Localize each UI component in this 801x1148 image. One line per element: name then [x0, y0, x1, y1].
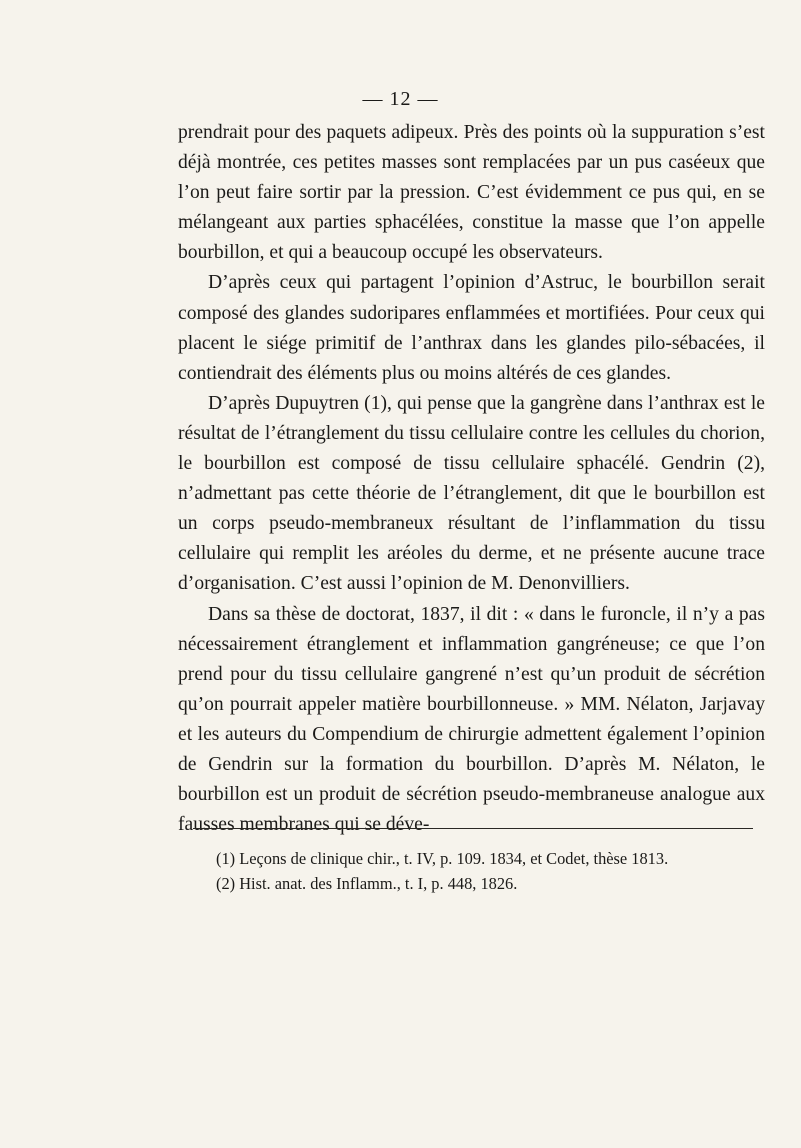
paragraph-thesis-nelaton: Dans sa thèse de doctorat, 1837, il dit : « dans le furoncle, il n’y a pas nécessairement étranglement et inflammation gangréneuse; ce que l’on prend pour du tissu cellulaire gangrené n’est qu’un produit de sécrétion qu’on pourrait appeler matière bourbillonneuse. » MM. Nélaton, Jarjavay et les auteurs du Compendium de chirurgie admettent également l’opinion de Gendrin sur la formation du bourbillon. D’après M. Nélaton, le bourbillon est un produit de sécrétion pseudo-membraneuse analogue aux fausses membranes qui se déve- — [178, 603, 765, 836]
footnote-1: (1) Leçons de clinique chir., t. IV, p. 109. 1834, et Codet, thèse 1813. — [216, 849, 669, 868]
footnote-2: (2) Hist. anat. des Inflamm., t. I, p. 448, 1826. — [216, 874, 518, 893]
footnote-divider — [193, 828, 753, 829]
paragraph-astruc-opinion: D’après ceux qui partagent l’opinion d’Astruc, le bourbillon serait composé des glandes sudoripares enflammées et mortifiées. Pour ceux qui placent le siége primitif de l’anthrax dans les glandes pilo-sébacées, il contiendrait des éléments plus ou moins altérés de ces glandes. — [178, 272, 765, 384]
paragraph-dupuytren-gendrin: D’après Dupuytren (1), qui pense que la gangrène dans l’anthrax est le résultat de l’étranglement du tissu cellulaire contre les cellules du chorion, le bourbillon est composé de tissu cellulaire sphacélé. Gendrin (2), n’admettant pas cette théorie de l’étranglement, dit que le bourbillon est un corps pseudo-membraneux résultant de l’inflammation du tissu cellulaire qui remplit les aréoles du derme, et ne présente aucune trace d’organisation. C’est aussi l’opinion de M. Denonvilliers. — [178, 392, 765, 595]
footnotes — [216, 846, 776, 896]
paragraph-continuation: prendrait pour des paquets adipeux. Près des points où la suppuration s’est déjà montrée, ces petites masses sont remplacées par un pus caséeux que l’on peut faire sortir par la pression. C’est évidemment ce pus qui, en se mélangeant aux parties sphacélées, constitue la masse que l’on appelle bourbillon, et qui a beaucoup occupé les observateurs. — [178, 122, 765, 264]
page-number: — 12 — — [362, 88, 439, 110]
body-text — [178, 118, 765, 840]
